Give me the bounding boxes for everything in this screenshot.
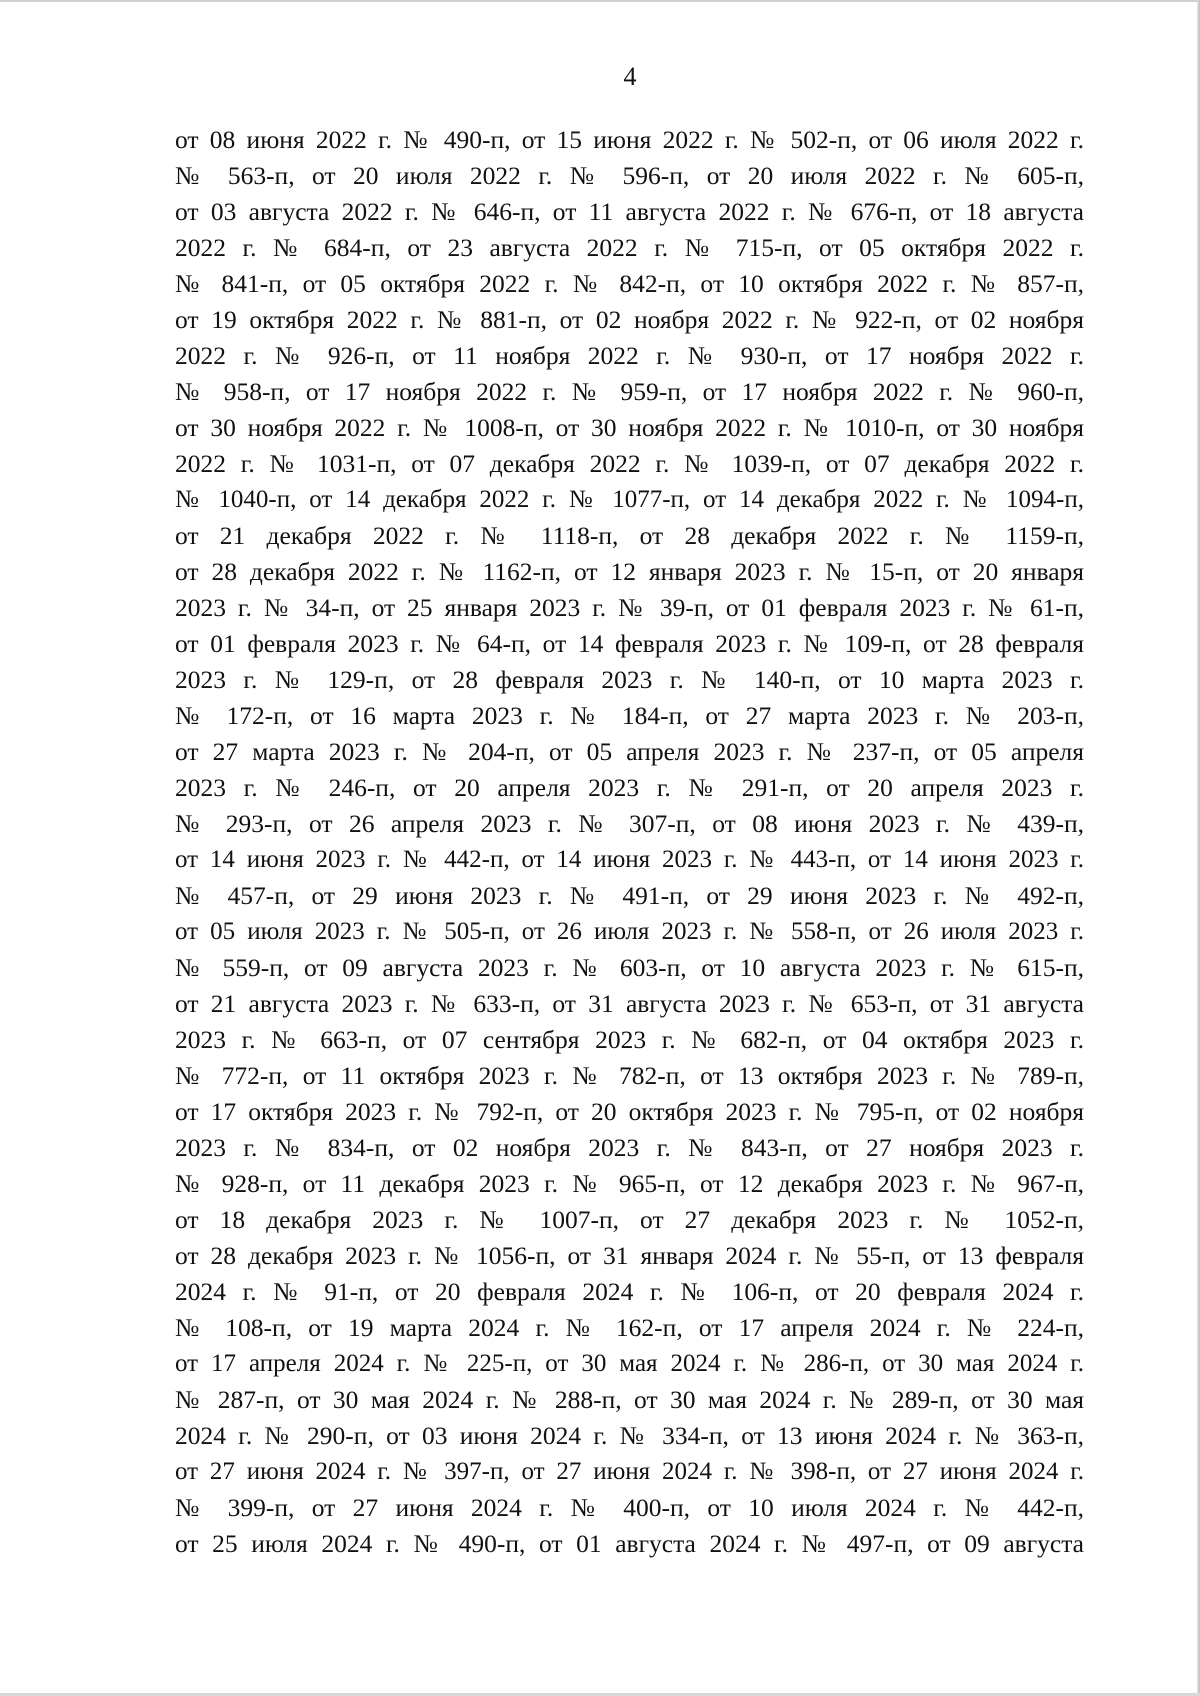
text-line: от 05 июля 2023 г. № 505-п, от 26 июля 2023 г. № 558-п, от 26 июля 2023 г. [175, 918, 1084, 945]
text-line: от 25 июля 2024 г. № 490-п, от 01 августа 2024 г. № 497-п, от 09 августа [175, 1529, 1084, 1558]
text-line: от 03 августа 2022 г. № 646-п, от 11 августа 2022 г. № 676-п, от 18 августа [175, 197, 1084, 226]
text-line: № 958-п, от 17 ноября 2022 г. № 959-п, от 17 ноября 2022 г. № 960-п, [175, 377, 1084, 406]
text-line: 2022 г. № 1031-п, от 07 декабря 2022 г. № 1039-п, от 07 декабря 2022 г. [175, 449, 1084, 478]
text-line: от 01 февраля 2023 г. № 64-п, от 14 февраля 2023 г. № 109-п, от 28 февраля [175, 629, 1084, 658]
text-line: № 928-п, от 11 декабря 2023 г. № 965-п, от 12 декабря 2023 г. № 967-п, [175, 1169, 1084, 1198]
text-line: от 27 июня 2024 г. № 397-п, от 27 июня 2024 г. № 398-п, от 27 июня 2024 г. [175, 1458, 1084, 1485]
text-line: № 108-п, от 19 марта 2024 г. № 162-п, от 17 апреля 2024 г. № 224-п, [175, 1313, 1084, 1342]
text-line: № 293-п, от 26 апреля 2023 г. № 307-п, от 08 июня 2023 г. № 439-п, [175, 809, 1084, 838]
text-line: № 457-п, от 29 июня 2023 г. № 491-п, от 29 июня 2023 г. № 492-п, [175, 881, 1084, 910]
text-line: № 287-п, от 30 мая 2024 г. № 288-п, от 30 мая 2024 г. № 289-п, от 30 мая [175, 1385, 1084, 1414]
page-number: 4 [623, 62, 637, 91]
text-line: № 1040-п, от 14 декабря 2022 г. № 1077-п, от 14 декабря 2022 г. № 1094-п, [175, 486, 1084, 513]
text-line: № 399-п, от 27 июня 2024 г. № 400-п, от 10 июля 2024 г. № 442-п, [175, 1493, 1084, 1522]
text-line: № 841-п, от 05 октября 2022 г. № 842-п, от 10 октября 2022 г. № 857-п, [175, 269, 1084, 298]
text-line: от 30 ноября 2022 г. № 1008-п, от 30 ноября 2022 г. № 1010-п, от 30 ноября [175, 413, 1084, 442]
text-line: от 28 декабря 2023 г. № 1056-п, от 31 января 2024 г. № 55-п, от 13 февраля [175, 1241, 1084, 1270]
text-line: от 19 октября 2022 г. № 881-п, от 02 ноября 2022 г. № 922-п, от 02 ноября [175, 305, 1084, 334]
text-line: 2023 г. № 129-п, от 28 февраля 2023 г. № 140-п, от 10 марта 2023 г. [175, 665, 1084, 694]
text-line: № 559-п, от 09 августа 2023 г. № 603-п, от 10 августа 2023 г. № 615-п, [175, 953, 1084, 982]
document-body [175, 122, 1084, 1562]
text-line: 2023 г. № 663-п, от 07 сентября 2023 г. № 682-п, от 04 октября 2023 г. [175, 1025, 1084, 1054]
text-line: от 21 августа 2023 г. № 633-п, от 31 августа 2023 г. № 653-п, от 31 августа [175, 989, 1084, 1018]
text-line: 2022 г. № 926-п, от 11 ноября 2022 г. № 930-п, от 17 ноября 2022 г. [175, 341, 1084, 370]
text-line: от 17 апреля 2024 г. № 225-п, от 30 мая 2024 г. № 286-п, от 30 мая 2024 г. [175, 1350, 1084, 1377]
text-line: 2022 г. № 684-п, от 23 августа 2022 г. № 715-п, от 05 октября 2022 г. [175, 233, 1084, 262]
text-line: № 172-п, от 16 марта 2023 г. № 184-п, от 27 марта 2023 г. № 203-п, [175, 701, 1084, 730]
text-line: 2023 г. № 834-п, от 02 ноября 2023 г. № 843-п, от 27 ноября 2023 г. [175, 1133, 1084, 1162]
text-line: 2024 г. № 290-п, от 03 июня 2024 г. № 334-п, от 13 июня 2024 г. № 363-п, [175, 1421, 1084, 1450]
text-line: 2023 г. № 246-п, от 20 апреля 2023 г. № 291-п, от 20 апреля 2023 г. [175, 773, 1084, 802]
text-line: от 21 декабря 2022 г. № 1118-п, от 28 декабря 2022 г. № 1159-п, [175, 521, 1084, 550]
text-line: от 08 июня 2022 г. № 490-п, от 15 июня 2022 г. № 502-п, от 06 июля 2022 г. [175, 125, 1084, 154]
text-line: от 28 декабря 2022 г. № 1162-п, от 12 января 2023 г. № 15-п, от 20 января [175, 557, 1084, 586]
text-line: от 14 июня 2023 г. № 442-п, от 14 июня 2023 г. № 443-п, от 14 июня 2023 г. [175, 846, 1084, 873]
text-line: от 27 марта 2023 г. № 204-п, от 05 апреля 2023 г. № 237-п, от 05 апреля [175, 737, 1084, 766]
text-line: от 17 октября 2023 г. № 792-п, от 20 октября 2023 г. № 795-п, от 02 ноября [175, 1097, 1084, 1126]
text-line: № 772-п, от 11 октября 2023 г. № 782-п, от 13 октября 2023 г. № 789-п, [175, 1061, 1084, 1090]
text-line: 2024 г. № 91-п, от 20 февраля 2024 г. № 106-п, от 20 февраля 2024 г. [175, 1277, 1084, 1306]
text-line: 2023 г. № 34-п, от 25 января 2023 г. № 39-п, от 01 февраля 2023 г. № 61-п, [175, 593, 1084, 622]
text-line: от 18 декабря 2023 г. № 1007-п, от 27 декабря 2023 г. № 1052-п, [175, 1205, 1084, 1234]
text-line: № 563-п, от 20 июля 2022 г. № 596-п, от 20 июля 2022 г. № 605-п, [175, 161, 1084, 190]
page-edge-top [0, 0, 1200, 2]
